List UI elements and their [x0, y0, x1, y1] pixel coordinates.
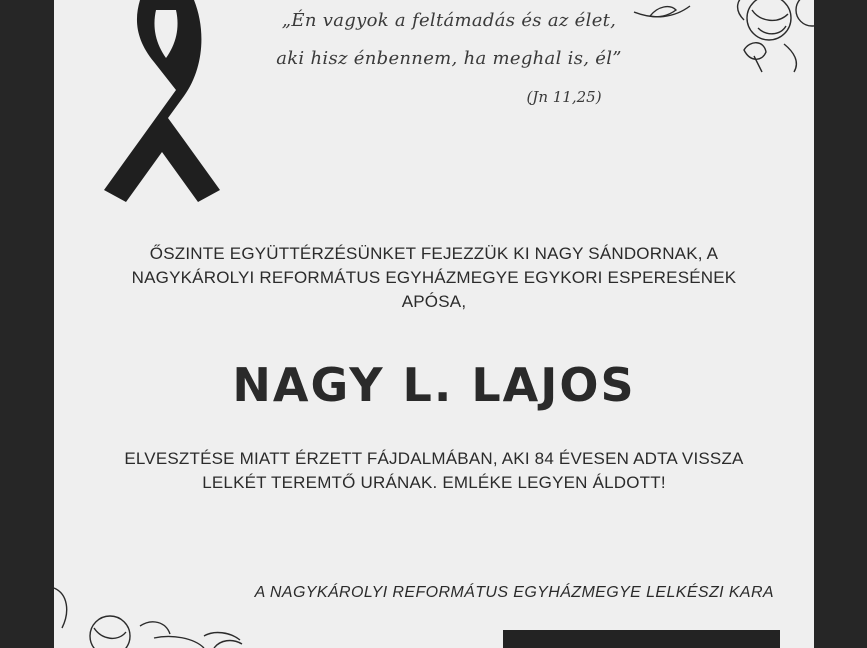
bible-quote — [254, 2, 644, 78]
deceased-name: NAGY L. LAJOS — [232, 358, 636, 412]
intro-line-1: ŐSZINTE EGYÜTTÉRZÉSÜNKET FEJEZZÜK KI NAGY SÁNDORNAK, A — [149, 244, 719, 263]
obituary-card — [54, 0, 814, 648]
condolence-closing — [114, 447, 754, 495]
flower-line-art-icon — [624, 0, 814, 80]
intro-line-2: NAGYKÁROLYI REFORMÁTUS EGYHÁZMEGYE EGYKORI ESPERESÉNEK — [131, 268, 737, 287]
signature: A NAGYKÁROLYI REFORMÁTUS EGYHÁZMEGYE LELKÉSZI KARA — [254, 584, 774, 601]
quote-line-1: „Én vagyok a feltámadás és az élet, — [281, 10, 617, 31]
closing-line-2: LELKÉT TEREMTŐ URÁNAK. EMLÉKE LEGYEN ÁLDOTT! — [202, 473, 666, 492]
quote-line-2: aki hisz énbennem, ha meghal is, él” — [276, 48, 622, 69]
closing-line-1: ELVESZTÉSE MIATT ÉRZETT FÁJDALMÁBAN, AKI 84 ÉVESEN ADTA VISSZA — [124, 449, 744, 468]
mourning-ribbon-icon — [76, 0, 248, 205]
condolence-intro — [114, 242, 754, 314]
footer-black-bar — [503, 630, 780, 648]
intro-line-3: APÓSA, — [401, 292, 467, 311]
quote-reference: (Jn 11,25) — [526, 88, 602, 106]
flower-line-art-icon — [54, 578, 254, 648]
